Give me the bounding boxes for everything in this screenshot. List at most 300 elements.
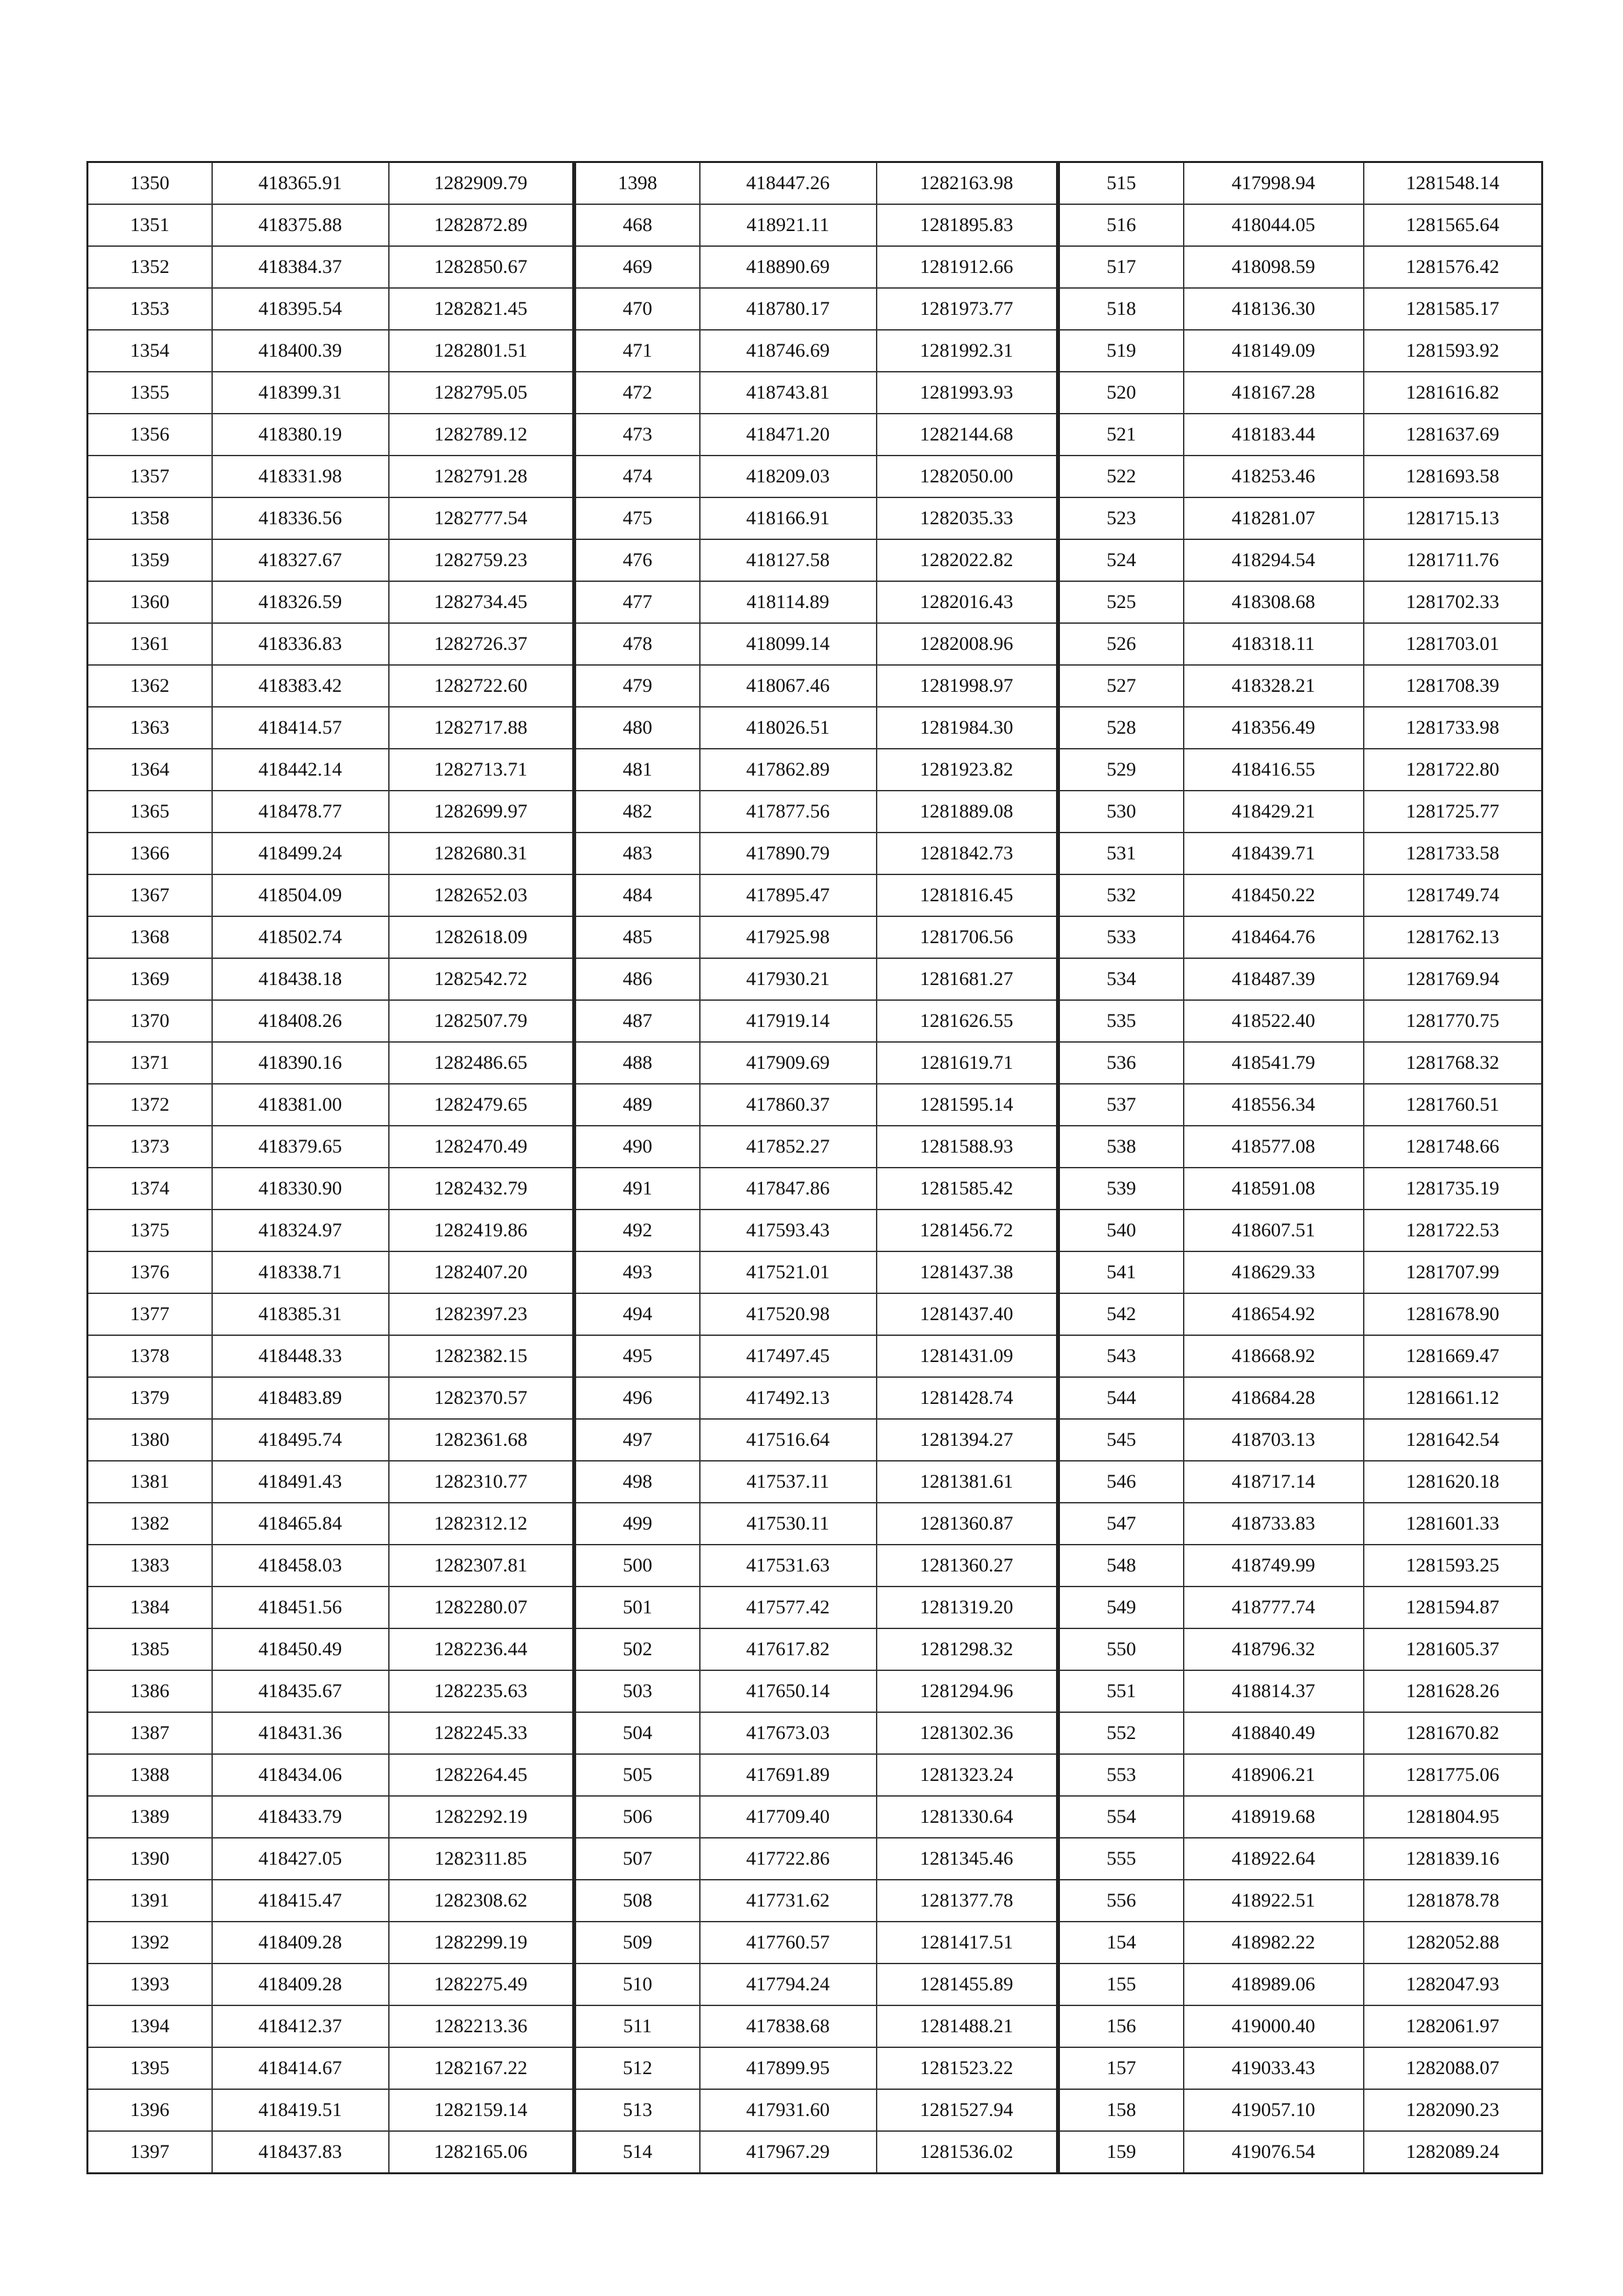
y-coordinate-cell: 1281593.25 <box>1364 1545 1542 1587</box>
point-number-cell: 483 <box>575 833 700 874</box>
y-coordinate-cell: 1281681.27 <box>877 958 1057 1000</box>
table-row <box>575 1461 1057 1503</box>
x-coordinate-cell: 418733.83 <box>1184 1503 1364 1545</box>
x-coordinate-cell: 418442.14 <box>212 749 389 791</box>
x-coordinate-cell: 419033.43 <box>1184 2047 1364 2089</box>
point-number-cell: 513 <box>575 2089 700 2131</box>
y-coordinate-cell: 1281842.73 <box>877 833 1057 874</box>
y-coordinate-cell: 1282016.43 <box>877 581 1057 623</box>
table-row <box>88 1670 574 1712</box>
table-row <box>88 1964 574 2005</box>
x-coordinate-cell: 418318.11 <box>1184 623 1364 665</box>
y-coordinate-cell: 1281678.90 <box>1364 1293 1542 1335</box>
point-number-cell: 551 <box>1059 1670 1184 1712</box>
point-number-cell: 497 <box>575 1419 700 1461</box>
x-coordinate-cell: 418434.06 <box>212 1754 389 1796</box>
point-number-cell: 501 <box>575 1587 700 1628</box>
table-row <box>88 1503 574 1545</box>
y-coordinate-cell: 1281733.98 <box>1364 707 1542 749</box>
point-number-cell: 1358 <box>88 497 212 539</box>
x-coordinate-cell: 417794.24 <box>700 1964 877 2005</box>
point-number-cell: 505 <box>575 1754 700 1796</box>
x-coordinate-cell: 418209.03 <box>700 456 877 497</box>
y-coordinate-cell: 1281431.09 <box>877 1335 1057 1377</box>
point-number-cell: 510 <box>575 1964 700 2005</box>
x-coordinate-cell: 418840.49 <box>1184 1712 1364 1754</box>
table-row <box>575 1964 1057 2005</box>
point-number-cell: 475 <box>575 497 700 539</box>
point-number-cell: 488 <box>575 1042 700 1084</box>
y-coordinate-cell: 1282486.65 <box>389 1042 574 1084</box>
x-coordinate-cell: 418743.81 <box>700 372 877 414</box>
x-coordinate-cell: 418380.19 <box>212 414 389 456</box>
x-coordinate-cell: 418499.24 <box>212 833 389 874</box>
x-coordinate-cell: 418127.58 <box>700 539 877 581</box>
point-number-cell: 1395 <box>88 2047 212 2089</box>
table-row <box>88 1587 574 1628</box>
x-coordinate-cell: 418556.34 <box>1184 1084 1364 1126</box>
x-coordinate-cell: 418437.83 <box>212 2131 389 2174</box>
point-number-cell: 1368 <box>88 916 212 958</box>
point-number-cell: 1375 <box>88 1210 212 1251</box>
y-coordinate-cell: 1281707.99 <box>1364 1251 1542 1293</box>
y-coordinate-cell: 1281377.78 <box>877 1880 1057 1922</box>
table-row <box>1059 1712 1542 1754</box>
table-row <box>575 2131 1057 2174</box>
x-coordinate-cell: 418416.55 <box>1184 749 1364 791</box>
point-number-cell: 471 <box>575 330 700 372</box>
coordinate-table-3 <box>1058 161 1543 2174</box>
x-coordinate-cell: 417593.43 <box>700 1210 877 1251</box>
x-coordinate-cell: 417530.11 <box>700 1503 877 1545</box>
y-coordinate-cell: 1281703.01 <box>1364 623 1542 665</box>
table-row <box>1059 204 1542 246</box>
table-row <box>575 1712 1057 1754</box>
point-number-cell: 533 <box>1059 916 1184 958</box>
x-coordinate-cell: 418921.11 <box>700 204 877 246</box>
point-number-cell: 538 <box>1059 1126 1184 1168</box>
y-coordinate-cell: 1282717.88 <box>389 707 574 749</box>
y-coordinate-cell: 1281437.40 <box>877 1293 1057 1335</box>
y-coordinate-cell: 1282726.37 <box>389 623 574 665</box>
table-row <box>1059 1000 1542 1042</box>
x-coordinate-cell: 417919.14 <box>700 1000 877 1042</box>
y-coordinate-cell: 1282397.23 <box>389 1293 574 1335</box>
table-row <box>88 1126 574 1168</box>
point-number-cell: 540 <box>1059 1210 1184 1251</box>
table-row <box>1059 1628 1542 1670</box>
y-coordinate-cell: 1281536.02 <box>877 2131 1057 2174</box>
x-coordinate-cell: 418253.46 <box>1184 456 1364 497</box>
y-coordinate-cell: 1281693.58 <box>1364 456 1542 497</box>
x-coordinate-cell: 417673.03 <box>700 1712 877 1754</box>
x-coordinate-cell: 417890.79 <box>700 833 877 874</box>
table-row <box>88 1419 574 1461</box>
point-number-cell: 470 <box>575 288 700 330</box>
point-number-cell: 1373 <box>88 1126 212 1168</box>
table-row <box>88 1545 574 1587</box>
point-number-cell: 552 <box>1059 1712 1184 1754</box>
point-number-cell: 1364 <box>88 749 212 791</box>
x-coordinate-cell: 417862.89 <box>700 749 877 791</box>
y-coordinate-cell: 1281345.46 <box>877 1838 1057 1880</box>
table-row <box>575 288 1057 330</box>
table-row <box>88 2005 574 2047</box>
coordinate-table-2 <box>574 161 1058 2174</box>
table-row <box>1059 330 1542 372</box>
point-number-cell: 1369 <box>88 958 212 1000</box>
x-coordinate-cell: 418717.14 <box>1184 1461 1364 1503</box>
point-number-cell: 527 <box>1059 665 1184 707</box>
x-coordinate-cell: 418294.54 <box>1184 539 1364 581</box>
point-number-cell: 529 <box>1059 749 1184 791</box>
table-row <box>1059 1293 1542 1335</box>
x-coordinate-cell: 418922.51 <box>1184 1880 1364 1922</box>
y-coordinate-cell: 1281725.77 <box>1364 791 1542 833</box>
x-coordinate-cell: 418502.74 <box>212 916 389 958</box>
table-row <box>88 1754 574 1796</box>
x-coordinate-cell: 418336.56 <box>212 497 389 539</box>
point-number-cell: 484 <box>575 874 700 916</box>
table-row <box>1059 1377 1542 1419</box>
x-coordinate-cell: 417760.57 <box>700 1922 877 1964</box>
point-number-cell: 1380 <box>88 1419 212 1461</box>
table-row <box>575 1503 1057 1545</box>
table-row <box>575 539 1057 581</box>
point-number-cell: 155 <box>1059 1964 1184 2005</box>
coordinate-tables <box>86 161 1541 2162</box>
table-row <box>88 204 574 246</box>
table-row <box>575 1210 1057 1251</box>
point-number-cell: 526 <box>1059 623 1184 665</box>
table-row <box>1059 581 1542 623</box>
y-coordinate-cell: 1282167.22 <box>389 2047 574 2089</box>
x-coordinate-cell: 418433.79 <box>212 1796 389 1838</box>
x-coordinate-cell: 418746.69 <box>700 330 877 372</box>
table-row <box>1059 1419 1542 1461</box>
table-row <box>575 2005 1057 2047</box>
table-row <box>88 1922 574 1964</box>
y-coordinate-cell: 1281595.14 <box>877 1084 1057 1126</box>
x-coordinate-cell: 417925.98 <box>700 916 877 958</box>
y-coordinate-cell: 1281428.74 <box>877 1377 1057 1419</box>
x-coordinate-cell: 418919.68 <box>1184 1796 1364 1838</box>
y-coordinate-cell: 1282361.68 <box>389 1419 574 1461</box>
point-number-cell: 154 <box>1059 1922 1184 1964</box>
point-number-cell: 531 <box>1059 833 1184 874</box>
x-coordinate-cell: 418327.67 <box>212 539 389 581</box>
table-row <box>575 1000 1057 1042</box>
point-number-cell: 1390 <box>88 1838 212 1880</box>
y-coordinate-cell: 1281923.82 <box>877 749 1057 791</box>
point-number-cell: 493 <box>575 1251 700 1293</box>
point-number-cell: 1359 <box>88 539 212 581</box>
y-coordinate-cell: 1281394.27 <box>877 1419 1057 1461</box>
y-coordinate-cell: 1282801.51 <box>389 330 574 372</box>
x-coordinate-cell: 418136.30 <box>1184 288 1364 330</box>
point-number-cell: 481 <box>575 749 700 791</box>
point-number-cell: 478 <box>575 623 700 665</box>
y-coordinate-cell: 1282050.00 <box>877 456 1057 497</box>
point-number-cell: 528 <box>1059 707 1184 749</box>
point-number-cell: 545 <box>1059 1419 1184 1461</box>
point-number-cell: 543 <box>1059 1335 1184 1377</box>
table-row <box>1059 1168 1542 1210</box>
point-number-cell: 544 <box>1059 1377 1184 1419</box>
point-number-cell: 541 <box>1059 1251 1184 1293</box>
x-coordinate-cell: 418504.09 <box>212 874 389 916</box>
y-coordinate-cell: 1281642.54 <box>1364 1419 1542 1461</box>
y-coordinate-cell: 1281585.42 <box>877 1168 1057 1210</box>
table-row <box>1059 2131 1542 2174</box>
point-number-cell: 521 <box>1059 414 1184 456</box>
point-number-cell: 1354 <box>88 330 212 372</box>
table-row <box>575 1545 1057 1587</box>
y-coordinate-cell: 1281605.37 <box>1364 1628 1542 1670</box>
x-coordinate-cell: 418326.59 <box>212 581 389 623</box>
point-number-cell: 506 <box>575 1796 700 1838</box>
point-number-cell: 491 <box>575 1168 700 1210</box>
point-number-cell: 503 <box>575 1670 700 1712</box>
y-coordinate-cell: 1281706.56 <box>877 916 1057 958</box>
y-coordinate-cell: 1282089.24 <box>1364 2131 1542 2174</box>
table-row <box>1059 916 1542 958</box>
x-coordinate-cell: 418471.20 <box>700 414 877 456</box>
y-coordinate-cell: 1281628.26 <box>1364 1670 1542 1712</box>
table-row <box>575 1419 1057 1461</box>
table-row <box>88 1210 574 1251</box>
y-coordinate-cell: 1282734.45 <box>389 581 574 623</box>
table-row <box>575 958 1057 1000</box>
point-number-cell: 158 <box>1059 2089 1184 2131</box>
x-coordinate-cell: 418408.26 <box>212 1000 389 1042</box>
x-coordinate-cell: 418780.17 <box>700 288 877 330</box>
table-row <box>1059 1210 1542 1251</box>
y-coordinate-cell: 1282008.96 <box>877 623 1057 665</box>
table-row <box>575 456 1057 497</box>
table-row <box>1059 414 1542 456</box>
y-coordinate-cell: 1282872.89 <box>389 204 574 246</box>
y-coordinate-cell: 1282292.19 <box>389 1796 574 1838</box>
y-coordinate-cell: 1281749.74 <box>1364 874 1542 916</box>
y-coordinate-cell: 1282035.33 <box>877 497 1057 539</box>
x-coordinate-cell: 417537.11 <box>700 1461 877 1503</box>
table-row <box>575 1628 1057 1670</box>
table-row <box>88 162 574 205</box>
table-row <box>575 1754 1057 1796</box>
y-coordinate-cell: 1282382.15 <box>389 1335 574 1377</box>
table-row <box>1059 1587 1542 1628</box>
y-coordinate-cell: 1282821.45 <box>389 288 574 330</box>
point-number-cell: 480 <box>575 707 700 749</box>
y-coordinate-cell: 1282470.49 <box>389 1126 574 1168</box>
x-coordinate-cell: 418458.03 <box>212 1545 389 1587</box>
table-row <box>88 1377 574 1419</box>
table-row <box>575 623 1057 665</box>
table-row <box>88 414 574 456</box>
x-coordinate-cell: 418684.28 <box>1184 1377 1364 1419</box>
x-coordinate-cell: 418777.74 <box>1184 1587 1364 1628</box>
y-coordinate-cell: 1282310.77 <box>389 1461 574 1503</box>
table-row <box>575 1084 1057 1126</box>
table-row <box>88 1838 574 1880</box>
x-coordinate-cell: 417967.29 <box>700 2131 877 2174</box>
table-row <box>575 1587 1057 1628</box>
table-row <box>1059 2089 1542 2131</box>
x-coordinate-cell: 418447.26 <box>700 162 877 205</box>
y-coordinate-cell: 1282789.12 <box>389 414 574 456</box>
y-coordinate-cell: 1282165.06 <box>389 2131 574 2174</box>
point-number-cell: 520 <box>1059 372 1184 414</box>
x-coordinate-cell: 418890.69 <box>700 246 877 288</box>
table-row <box>1059 1545 1542 1587</box>
x-coordinate-cell: 417998.94 <box>1184 162 1364 205</box>
table-row <box>88 791 574 833</box>
point-number-cell: 539 <box>1059 1168 1184 1210</box>
point-number-cell: 550 <box>1059 1628 1184 1670</box>
table-row <box>1059 1964 1542 2005</box>
x-coordinate-cell: 418478.77 <box>212 791 389 833</box>
x-coordinate-cell: 418409.28 <box>212 1922 389 1964</box>
point-number-cell: 1365 <box>88 791 212 833</box>
x-coordinate-cell: 418451.56 <box>212 1587 389 1628</box>
point-number-cell: 519 <box>1059 330 1184 372</box>
x-coordinate-cell: 418522.40 <box>1184 1000 1364 1042</box>
table-row <box>88 1335 574 1377</box>
x-coordinate-cell: 418591.08 <box>1184 1168 1364 1210</box>
table-row <box>1059 1042 1542 1084</box>
table-row <box>575 2089 1057 2131</box>
point-number-cell: 1381 <box>88 1461 212 1503</box>
point-number-cell: 525 <box>1059 581 1184 623</box>
y-coordinate-cell: 1281298.32 <box>877 1628 1057 1670</box>
table-row <box>1059 1922 1542 1964</box>
y-coordinate-cell: 1281302.36 <box>877 1712 1057 1754</box>
x-coordinate-cell: 418414.67 <box>212 2047 389 2089</box>
x-coordinate-cell: 417709.40 <box>700 1796 877 1838</box>
table-row <box>575 204 1057 246</box>
table-row <box>575 246 1057 288</box>
point-number-cell: 1383 <box>88 1545 212 1587</box>
x-coordinate-cell: 418385.31 <box>212 1293 389 1335</box>
table-row <box>1059 1838 1542 1880</box>
y-coordinate-cell: 1281417.51 <box>877 1922 1057 1964</box>
y-coordinate-cell: 1281626.55 <box>877 1000 1057 1042</box>
table-row <box>575 497 1057 539</box>
y-coordinate-cell: 1281889.08 <box>877 791 1057 833</box>
y-coordinate-cell: 1282699.97 <box>389 791 574 833</box>
table-row <box>88 1293 574 1335</box>
table-row <box>1059 162 1542 205</box>
point-number-cell: 1355 <box>88 372 212 414</box>
point-number-cell: 474 <box>575 456 700 497</box>
table-row <box>575 1293 1057 1335</box>
point-number-cell: 547 <box>1059 1503 1184 1545</box>
coordinate-table-1 <box>86 161 574 2174</box>
x-coordinate-cell: 417577.42 <box>700 1587 877 1628</box>
table-row <box>88 623 574 665</box>
y-coordinate-cell: 1281768.32 <box>1364 1042 1542 1084</box>
table-row <box>575 1838 1057 1880</box>
x-coordinate-cell: 417847.86 <box>700 1168 877 1210</box>
y-coordinate-cell: 1282680.31 <box>389 833 574 874</box>
table-row <box>88 2047 574 2089</box>
x-coordinate-cell: 417497.45 <box>700 1335 877 1377</box>
y-coordinate-cell: 1281661.12 <box>1364 1377 1542 1419</box>
table-row <box>88 958 574 1000</box>
y-coordinate-cell: 1281588.93 <box>877 1126 1057 1168</box>
table-row <box>575 1335 1057 1377</box>
point-number-cell: 469 <box>575 246 700 288</box>
y-coordinate-cell: 1282850.67 <box>389 246 574 288</box>
x-coordinate-cell: 418166.91 <box>700 497 877 539</box>
point-number-cell: 556 <box>1059 1880 1184 1922</box>
table-row <box>1059 1126 1542 1168</box>
x-coordinate-cell: 417691.89 <box>700 1754 877 1796</box>
x-coordinate-cell: 418796.32 <box>1184 1628 1364 1670</box>
x-coordinate-cell: 418431.36 <box>212 1712 389 1754</box>
table-row <box>1059 1796 1542 1838</box>
table-row <box>1059 497 1542 539</box>
point-number-cell: 156 <box>1059 2005 1184 2047</box>
y-coordinate-cell: 1281670.82 <box>1364 1712 1542 1754</box>
point-number-cell: 537 <box>1059 1084 1184 1126</box>
x-coordinate-cell: 418415.47 <box>212 1880 389 1922</box>
point-number-cell: 473 <box>575 414 700 456</box>
table-row <box>575 833 1057 874</box>
y-coordinate-cell: 1281585.17 <box>1364 288 1542 330</box>
table-row <box>88 497 574 539</box>
table-row <box>1059 372 1542 414</box>
y-coordinate-cell: 1282311.85 <box>389 1838 574 1880</box>
point-number-cell: 1374 <box>88 1168 212 1210</box>
table-row <box>575 791 1057 833</box>
x-coordinate-cell: 418384.37 <box>212 246 389 288</box>
y-coordinate-cell: 1282713.71 <box>389 749 574 791</box>
table-row <box>575 916 1057 958</box>
x-coordinate-cell: 418365.91 <box>212 162 389 205</box>
x-coordinate-cell: 418399.31 <box>212 372 389 414</box>
table-row <box>88 539 574 581</box>
point-number-cell: 1376 <box>88 1251 212 1293</box>
table-row <box>575 1168 1057 1210</box>
point-number-cell: 479 <box>575 665 700 707</box>
y-coordinate-cell: 1281715.13 <box>1364 497 1542 539</box>
y-coordinate-cell: 1281594.87 <box>1364 1587 1542 1628</box>
point-number-cell: 502 <box>575 1628 700 1670</box>
x-coordinate-cell: 418330.90 <box>212 1168 389 1210</box>
point-number-cell: 530 <box>1059 791 1184 833</box>
x-coordinate-cell: 417877.56 <box>700 791 877 833</box>
point-number-cell: 524 <box>1059 539 1184 581</box>
table-row <box>1059 1461 1542 1503</box>
x-coordinate-cell: 418098.59 <box>1184 246 1364 288</box>
point-number-cell: 1379 <box>88 1377 212 1419</box>
x-coordinate-cell: 417852.27 <box>700 1126 877 1168</box>
point-number-cell: 1350 <box>88 162 212 205</box>
x-coordinate-cell: 418099.14 <box>700 623 877 665</box>
table-row <box>1059 874 1542 916</box>
table-row <box>575 665 1057 707</box>
table-row <box>1059 539 1542 581</box>
x-coordinate-cell: 417516.64 <box>700 1419 877 1461</box>
y-coordinate-cell: 1282061.97 <box>1364 2005 1542 2047</box>
table-row <box>88 2131 574 2174</box>
table-row <box>1059 791 1542 833</box>
x-coordinate-cell: 417617.82 <box>700 1628 877 1670</box>
y-coordinate-cell: 1281565.64 <box>1364 204 1542 246</box>
x-coordinate-cell: 418395.54 <box>212 288 389 330</box>
